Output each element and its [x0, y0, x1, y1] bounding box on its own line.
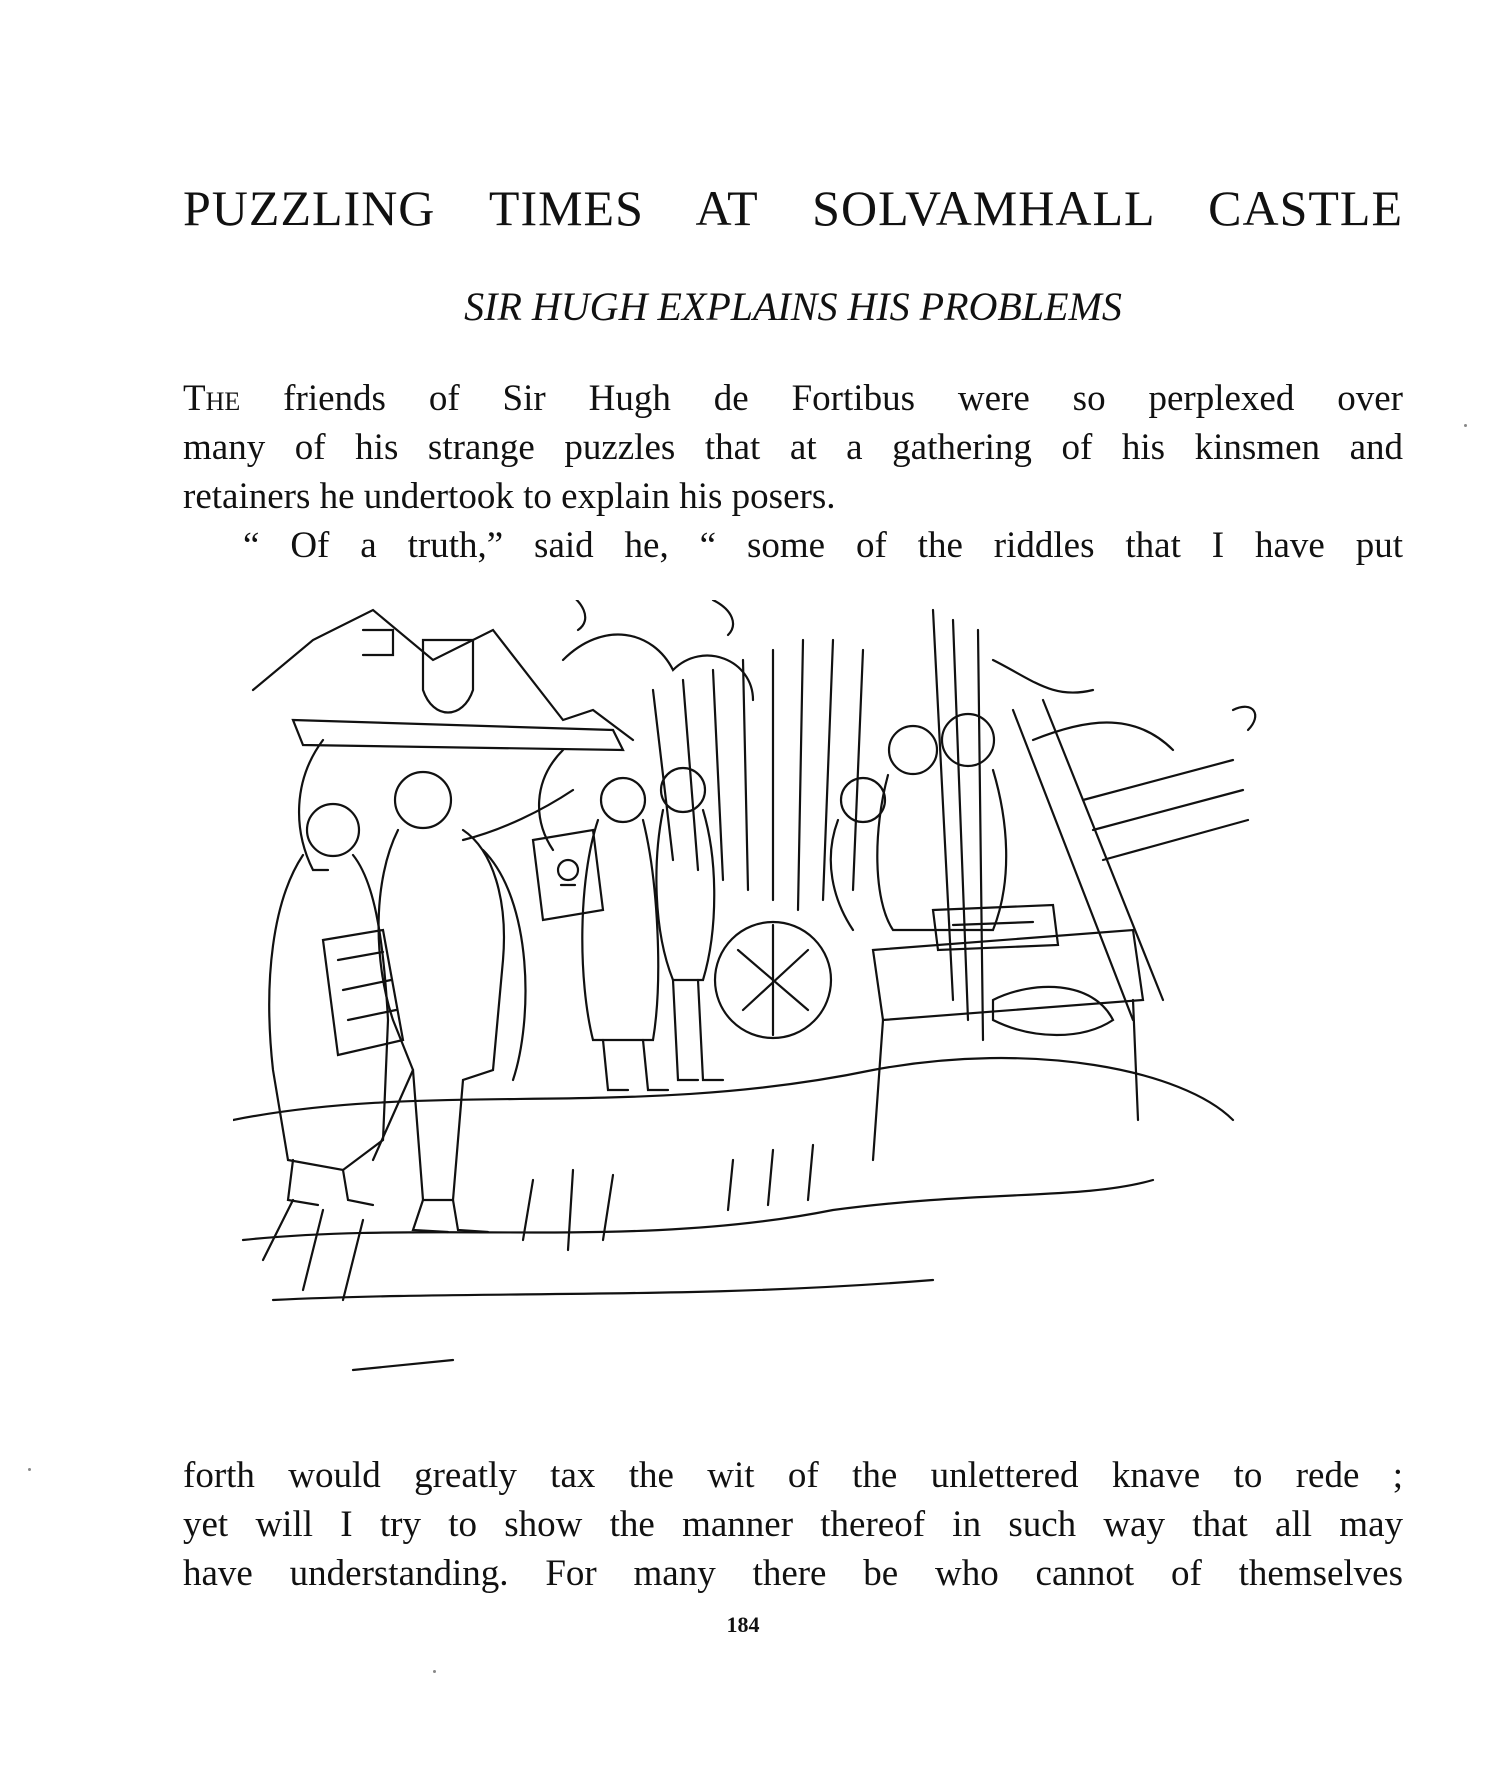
foliage-hatching [563, 610, 1248, 1040]
chapter-title: PUZZLING TIMES AT SOLVAMHALL CASTLE [183, 180, 1403, 236]
round-shield-icon [715, 922, 831, 1038]
swirl-ornament [1233, 707, 1255, 730]
canopy-underside [293, 720, 623, 750]
floor-hatching [233, 1058, 1233, 1370]
text-line: forth would greatly tax the wit of the unlettered knave to rede ; [183, 1455, 1403, 1496]
swirl-ornament [563, 600, 585, 630]
scan-speck [28, 1468, 31, 1471]
text-line: retainers he undertook to explain his posers. [183, 476, 836, 517]
section-subtitle: SIR HUGH EXPLAINS HIS PROBLEMS [464, 284, 1122, 329]
monk-figure [269, 804, 403, 1205]
banner-icon [363, 630, 393, 655]
swirl-ornament [713, 600, 733, 635]
text-line: many of his strange puzzles that at a gathering of his kinsmen and [183, 427, 1403, 468]
text-line: have understanding. For many there be who cannot of themselves [183, 1553, 1403, 1594]
text-line-content: friends of Sir Hugh de Fortibus were so perplexed over [240, 378, 1403, 419]
scan-speck [1464, 424, 1467, 427]
text-line [183, 374, 1403, 423]
sir-hugh-figure [373, 772, 573, 1232]
centre-figures [582, 768, 723, 1090]
scan-speck [433, 1670, 436, 1673]
text-line: yet will I try to show the manner thereof in such way that all may [183, 1504, 1403, 1545]
dropcap-word: The [183, 378, 241, 419]
opening-paragraph [183, 374, 1403, 570]
shield-icon [423, 640, 473, 713]
page-number: 184 [726, 1612, 760, 1637]
medieval-hall-illustration [233, 600, 1343, 1440]
text-line: “ Of a truth,” said he, “ some of the riddles that I have put [243, 525, 1403, 566]
continuation-paragraph [183, 1451, 1403, 1598]
